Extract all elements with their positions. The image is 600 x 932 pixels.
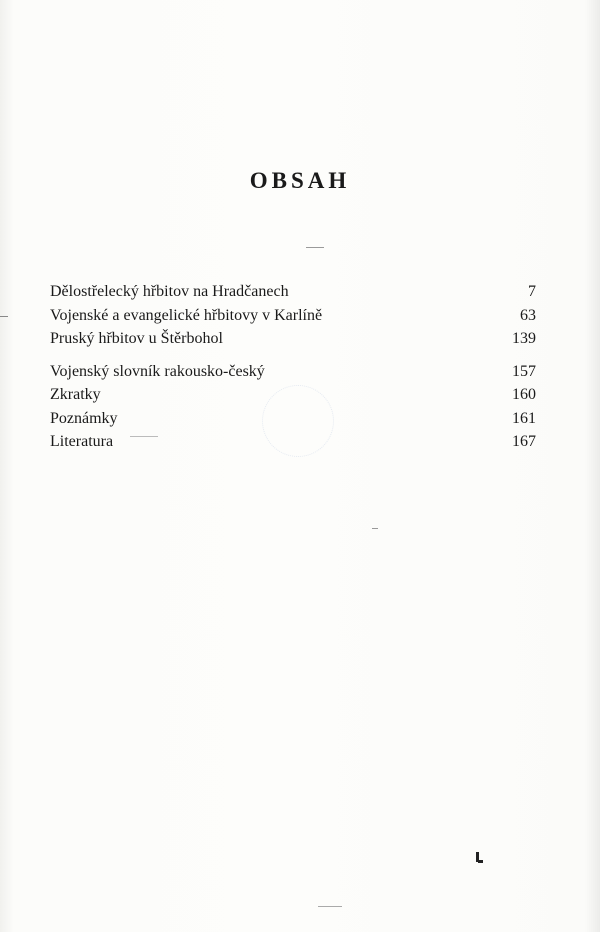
ink-speck <box>130 436 158 437</box>
ink-speck <box>478 860 483 863</box>
toc-entry-label: Poznámky <box>50 409 118 427</box>
toc-entry-label: Vojenský slovník rakousko-český <box>50 362 265 380</box>
page-title: OBSAH <box>249 168 351 193</box>
toc-entry-page: 161 <box>512 409 536 427</box>
title-divider <box>306 247 324 248</box>
toc-entry-label: Zkratky <box>50 386 101 403</box>
toc-entry-page: 157 <box>512 362 536 380</box>
ink-speck <box>372 528 378 529</box>
toc-entry-label: Vojenské a evangelické hřbitovy v Karlíně <box>50 306 323 324</box>
toc-entry <box>50 304 536 328</box>
ink-speck <box>318 906 342 907</box>
ink-speck <box>0 316 8 317</box>
toc-entry-page: 167 <box>512 433 536 450</box>
toc-entry <box>50 280 536 304</box>
toc-entry-label: Literatura <box>50 433 114 450</box>
toc-entry-label: Dělostřelecký hřbitov na Hradčanech <box>50 283 289 300</box>
toc-entry <box>50 327 536 351</box>
toc-entry-page: 139 <box>512 330 536 347</box>
toc-entry <box>50 360 536 384</box>
toc-entry-page: 63 <box>520 306 536 324</box>
faint-stamp-mark <box>262 385 334 457</box>
toc-entry-page: 160 <box>512 386 536 403</box>
toc-entry-label: Pruský hřbitov u Štěrbohol <box>50 330 223 347</box>
toc-entry-page: 7 <box>528 283 536 300</box>
